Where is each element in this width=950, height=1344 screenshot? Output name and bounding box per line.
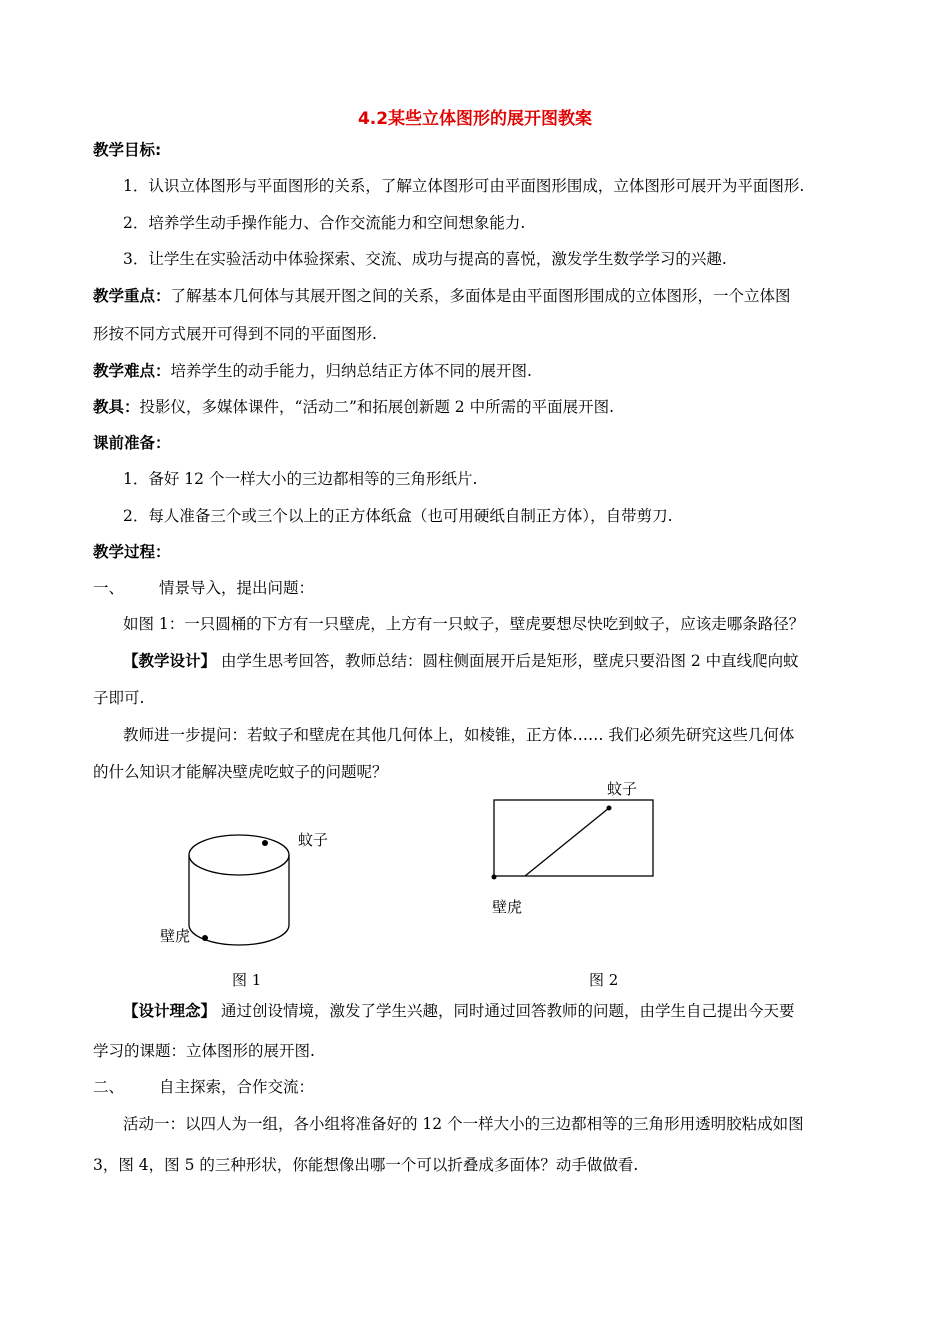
key-points-text-cont: 形按不同方式展开可得到不同的平面图形. (93, 325, 377, 343)
idea-label: 【设计理念】 (123, 1002, 217, 1020)
section1-title: 情景导入，提出问题： (159, 579, 315, 597)
activity1-paragraph-cont: 3，图 4，图 5 的三种形状，你能想像出哪一个可以折叠成多面体？动手做做看. (93, 1156, 639, 1174)
section1-paragraph: 如图 1：一只圆桶的下方有一只壁虎，上方有一只蚊子，壁虎要想尽快吃到蚊子，应该走哪条路径？ (123, 615, 805, 633)
goals-heading: 教学目标: (93, 141, 162, 159)
design-label: 【教学设计】 (123, 652, 217, 670)
question-paragraph: 教师进一步提问：若蚊子和壁虎在其他几何体上，如棱锥，正方体…… 我们必须先研究这些几何体 (123, 726, 795, 744)
question-paragraph-cont: 的什么知识才能解决壁虎吃蚊子的问题呢？ (93, 763, 388, 781)
gecko-point (492, 875, 497, 880)
fig2-caption: 图 2 (589, 971, 619, 989)
section2-heading (93, 1077, 870, 1097)
section1-number: 一、 (93, 579, 125, 597)
difficulties-label: 教学难点： (93, 362, 171, 380)
goal-item: 1．认识立体图形与平面图形的关系，了解立体图形可由平面图形围成，立体图形可展开为平面图形. (123, 177, 805, 195)
key-points-text: 了解基本几何体与其展开图之间的关系，多面体是由平面图形围成的立体图形，一个立体图 (170, 287, 791, 305)
fig1-mosquito-label: 蚊子 (298, 831, 329, 849)
cylinder-top-ellipse (189, 835, 289, 875)
section2-number: 二、 (93, 1078, 125, 1096)
key-points-paragraph (93, 286, 870, 306)
prep-item: 2．每人准备三个或三个以上的正方体纸盒（也可用硬纸自制正方体），自带剪刀. (123, 507, 673, 525)
prep-heading: 课前准备： (93, 434, 171, 452)
section1-heading (93, 578, 870, 598)
tools-label: 教具： (93, 398, 140, 416)
difficulties-text: 培养学生的动手能力，归纳总结正方体不同的展开图. (170, 362, 532, 380)
idea-text: 通过创设情境，激发了学生兴趣，同时通过回答教师的问题，由学生自己提出今天要 (220, 1002, 795, 1020)
figure1-cylinder (150, 812, 360, 957)
design-text-cont: 子即可. (93, 689, 145, 707)
figure2-unfolded-rectangle (485, 778, 670, 918)
mosquito-point (262, 840, 268, 846)
goal-item: 3．让学生在实验活动中体验探索、交流、成功与提高的喜悦，激发学生数学学习的兴趣. (123, 250, 727, 268)
idea-text-cont: 学习的课题：立体图形的展开图. (93, 1042, 315, 1060)
unfolded-rectangle (494, 800, 653, 876)
difficulties-paragraph (93, 361, 870, 381)
goal-item: 2．培养学生动手操作能力、合作交流能力和空间想象能力. (123, 214, 526, 232)
document-title: 4.2某些立体图形的展开图教案 (357, 109, 593, 129)
shortest-path-line (525, 808, 609, 876)
design-text: 由学生思考回答，教师总结：圆柱侧面展开后是矩形，壁虎只要沿图 2 中直线爬向蚊 (220, 652, 799, 670)
prep-item: 1．备好 12 个一样大小的三边都相等的三角形纸片. (123, 470, 478, 488)
key-points-label: 教学重点： (93, 287, 171, 305)
gecko-point (202, 935, 208, 941)
fig2-mosquito-label: 蚊子 (607, 780, 638, 798)
tools-text: 投影仪，多媒体课件，“活动二”和拓展创新题 2 中所需的平面展开图. (139, 398, 615, 416)
fig2-gecko-label: 壁虎 (492, 898, 523, 916)
activity1-paragraph: 活动一：以四人为一组，各小组将准备好的 12 个一样大小的三边都相等的三角形用透明胶粘成如图 (123, 1115, 804, 1133)
tools-paragraph (93, 397, 870, 417)
fig1-caption: 图 1 (232, 971, 262, 989)
section2-title: 自主探索，合作交流： (159, 1078, 315, 1096)
design-paragraph (123, 651, 870, 671)
fig1-gecko-label: 壁虎 (160, 927, 191, 945)
process-heading: 教学过程： (93, 543, 171, 561)
mosquito-point (607, 806, 612, 811)
idea-paragraph (123, 1001, 870, 1021)
cylinder-bottom-arc (189, 925, 289, 945)
